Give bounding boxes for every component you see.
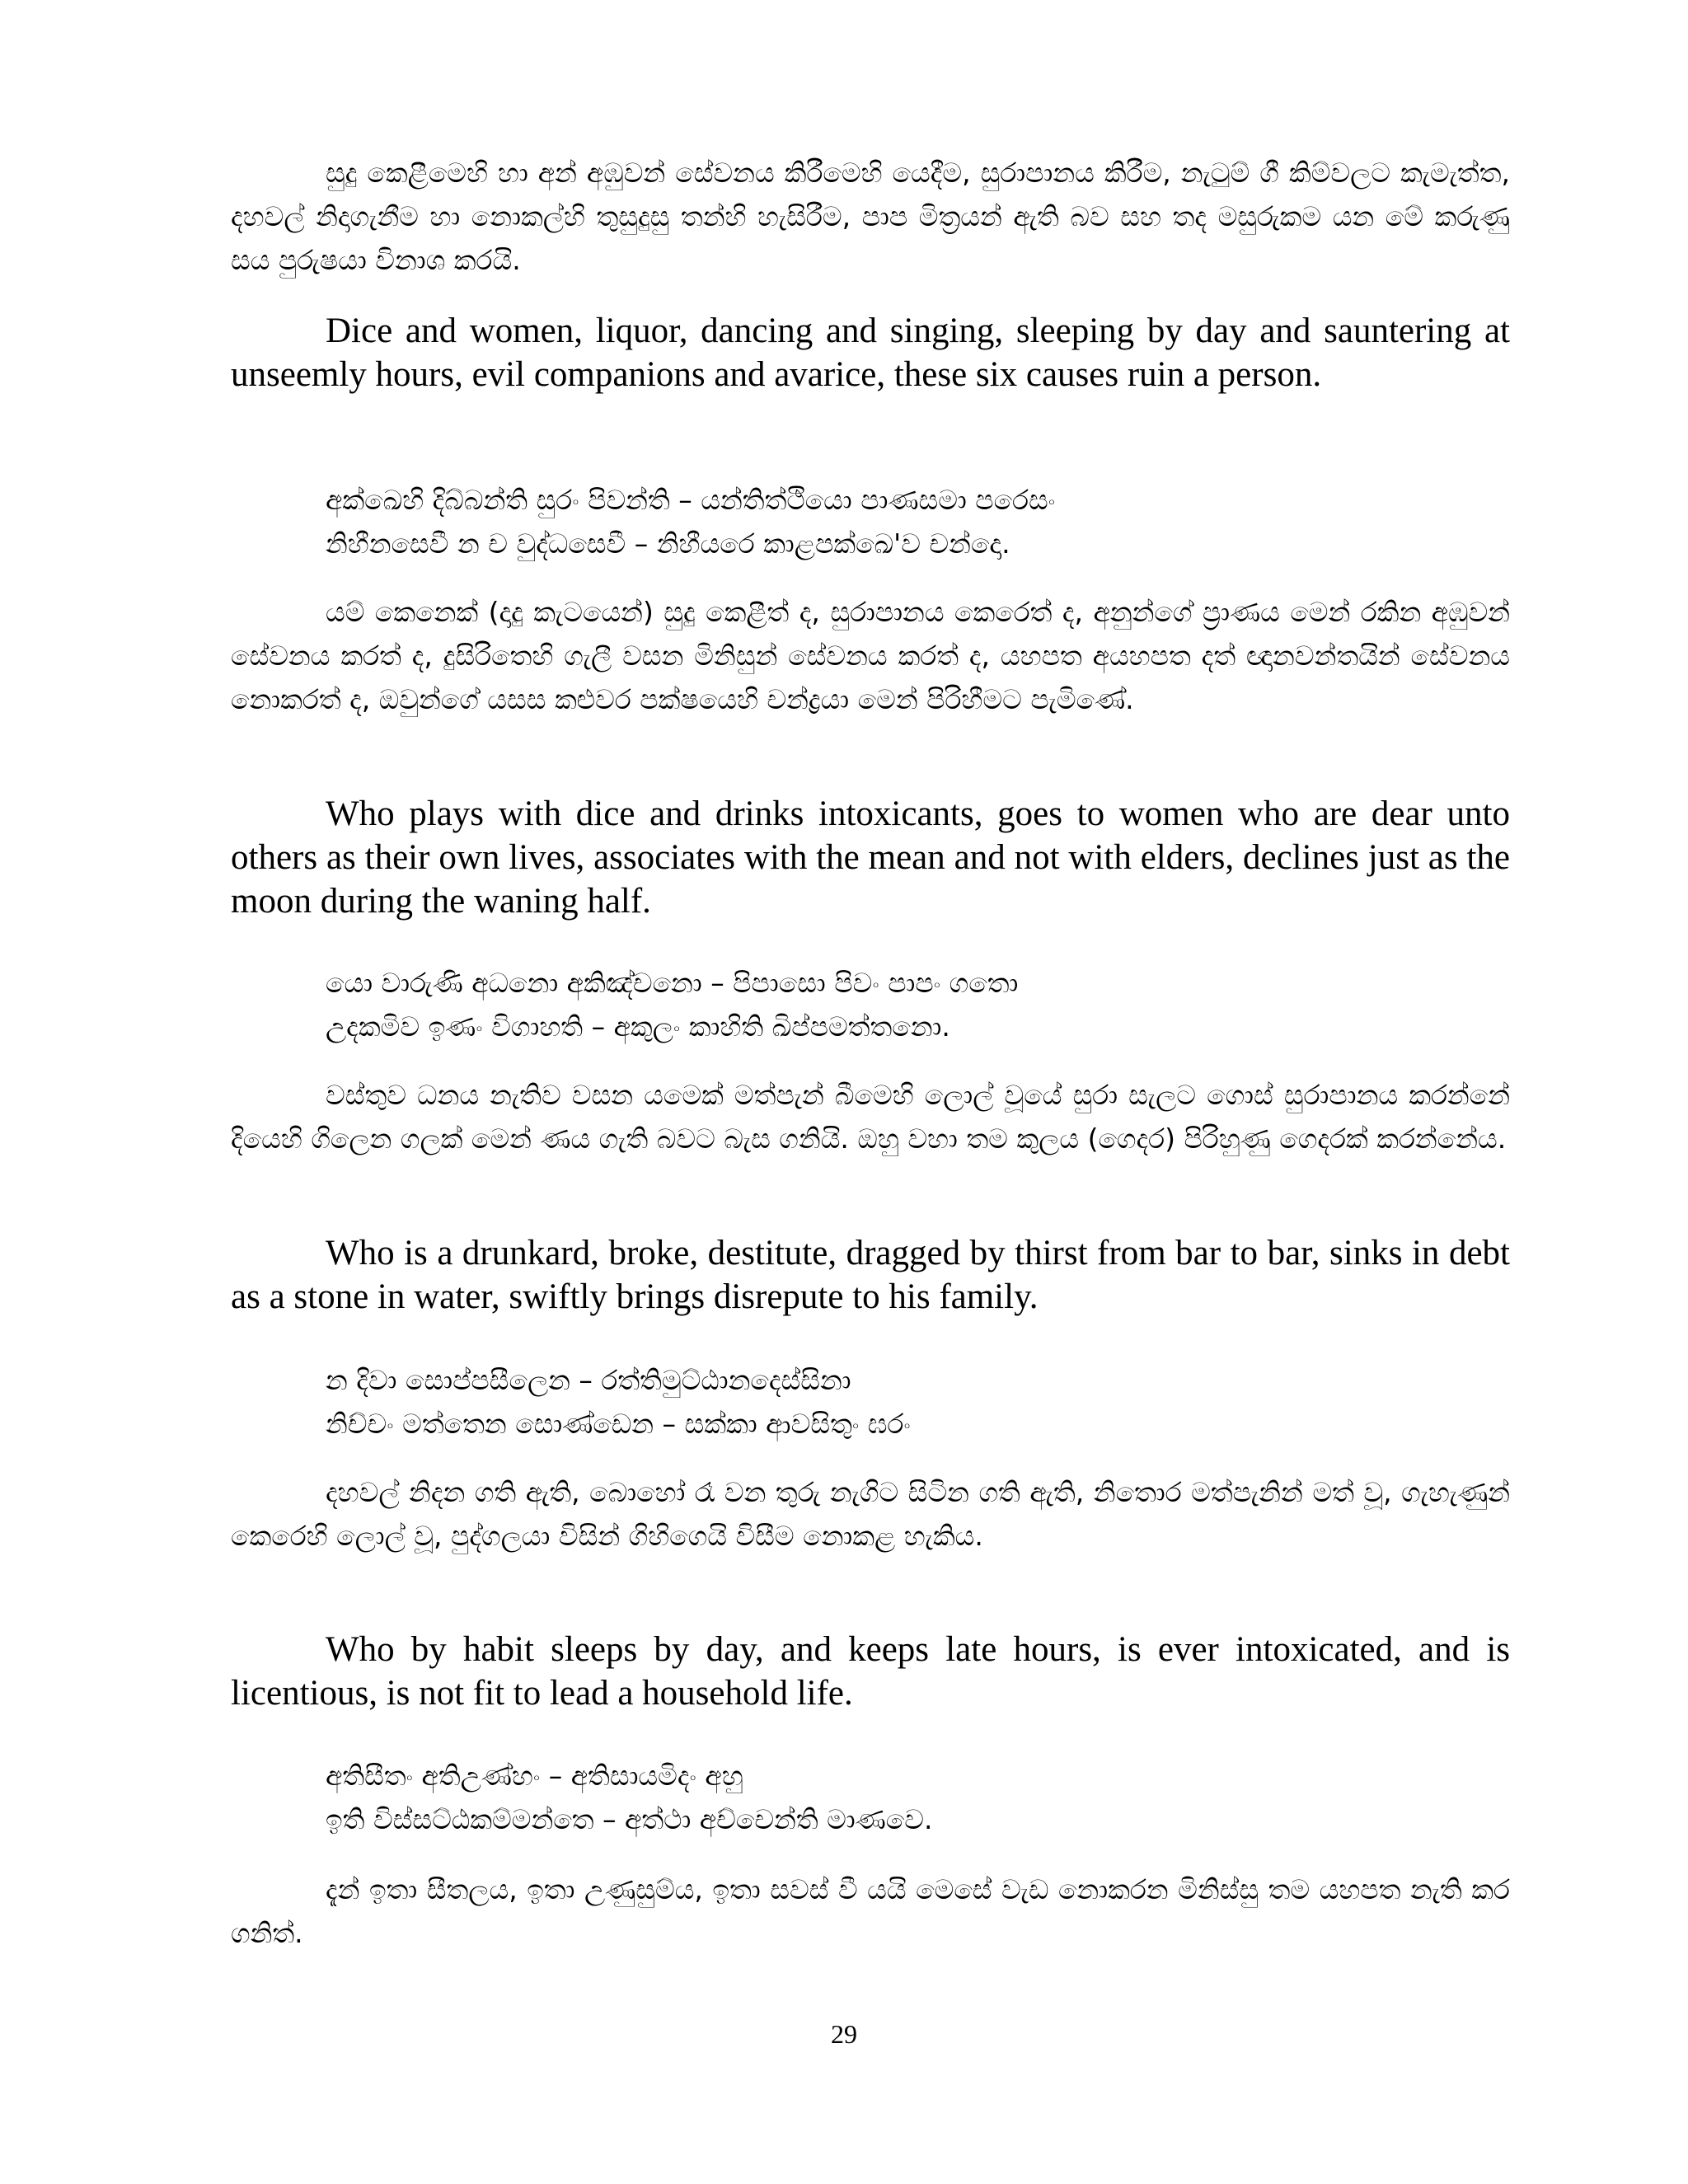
pali-verse-1-line-1: අක්ඛෙහි දිබ්බන්ති සුරං පිවන්ති – යන්තිත්ථියො පාණසමා පරෙසං (326, 484, 1056, 516)
pali-verse-4 (326, 1754, 1512, 1841)
pali-verse-4-line-1: අතිසීතං අතිඋණ්හං – අතිසායමිදං අහු (326, 1760, 743, 1792)
page-number: 29 (831, 2019, 857, 2049)
sinhala-paragraph-3: වස්තුව ධනය නැතිව වසන යමෙක් මත්පැන් බීමෙහි ලොල් වූයේ සුරා සැලට ගොස් සුරාපානය කරන්නේ දියෙහි ගිලෙන ගලක් මෙන් ණය ගැති බවට බැස ගනියි. ඔහු වහා තම කුලය (ගෙදර) පිරිහුණු ගෙදරක් කරන්නේය. (231, 1079, 1510, 1155)
english-paragraph-4: Who by habit sleeps by day, and keeps late hours, is ever intoxicated, and is licentious, is not fit to lead a household life. (231, 1630, 1510, 1713)
pali-verse-1 (326, 478, 1512, 565)
pali-verse-4-line-2: ඉති විස්සට්ඨකම්මන්තෙ – අත්ථා අච්චෙන්ති මාණවෙ. (326, 1803, 933, 1835)
pali-verse-3-line-1: න දිවා සොප්පසීලෙන – රත්තිමුට්ඨානදෙස්සිනා (326, 1364, 851, 1396)
pali-verse-2-line-1: යො වාරුණි අධනො අකිඤ්චනො – පිපාසො පිවං පාපං ගතො (326, 967, 1019, 999)
english-paragraph-3: Who is a drunkard, broke, destitute, dragged by thirst from bar to bar, sinks in debt as a stone in water, swiftly brings disrepute to his family. (231, 1234, 1510, 1316)
pali-verse-1-line-2: නිහීනසෙවී න ච වුද්ධසෙවී – නිහීයරෙ කාළපක්ඛෙ'ව චන්දො. (326, 527, 1010, 560)
sinhala-paragraph-1: සුදු කෙළීමෙහි හා අන් අඹුවන් සේවනය කිරීමෙහි යෙදීම, සුරාපානය කිරීම, නැටුම් ගී කිම්වලට කැමැත්ත, දහවල් නිදාගැනීම හා නොකල්හි තුසුදුසු තන්හි හැසිරීම, පාප මිත්‍රයන් ඇති බව සහ තද මසුරුකම යන මේ කරුණු සය පුරුෂයා විනාශ කරයි. (231, 157, 1510, 276)
sinhala-paragraph-2: යම් කෙනෙක් (දාදු කැටයෙන්) සුදු කෙළීත් ද, සුරාපානය කෙරෙත් ද, අනුන්ගේ ප්‍රාණය මෙන් රකින අඹුවන් සේවනය කරත් ද, දුසිරිතෙහි ගැලී වසන මිනිසුන් සේවනය කරත් ද, යහපත අයහපත දත් ඥානවන්තයින් සේවනය නොකරත් ද, ඔවුන්ගේ යසස කළුවර පක්ෂයෙහි චන්ද්‍රයා මෙන් පිරිහීමට පැමිණේ. (231, 596, 1510, 715)
pali-verse-3-line-2: නිච්චං මත්තෙන සොණ්ඩෙන – සක්කා ආවසිතුං ඝරං (326, 1408, 911, 1440)
english-paragraph-1: Dice and women, liquor, dancing and singing, sleeping by day and sauntering at unseemly hours, evil companions and avarice, these six causes ruin a person. (231, 312, 1510, 394)
pali-verse-3 (326, 1358, 1512, 1446)
sinhala-paragraph-4: දහවල් නිදන ගති ඇති, බොහෝ රෑ වන තුරු නැගිට සිටින ගති ඇති, නිතොර මත්පැනින් මත් වූ, ගැහැණුන් කෙරෙහි ලොල් වූ, පුද්ගලයා විසින් ගිහිගෙයි විසීම නොකළ හැකිය. (231, 1476, 1510, 1552)
english-paragraph-2: Who plays with dice and drinks intoxicants, goes to women who are dear unto others as their own lives, associates with the mean and not with elders, declines just as the moon during the waning half. (231, 794, 1510, 921)
pali-verse-2-line-2: උදකමිව ඉණං විගාහති – අකුලං කාහිති ඛිප්පමත්තනො. (326, 1010, 950, 1043)
pali-verse-2 (326, 961, 1512, 1048)
sinhala-paragraph-5: දැන් ඉතා සීතලය, ඉතා උණුසුම්ය, ඉතා සවස් වී යයි මෙසේ වැඩ නොකරන මිනිස්සු තම යහපත නැති කර ගනිත්. (231, 1873, 1510, 1949)
